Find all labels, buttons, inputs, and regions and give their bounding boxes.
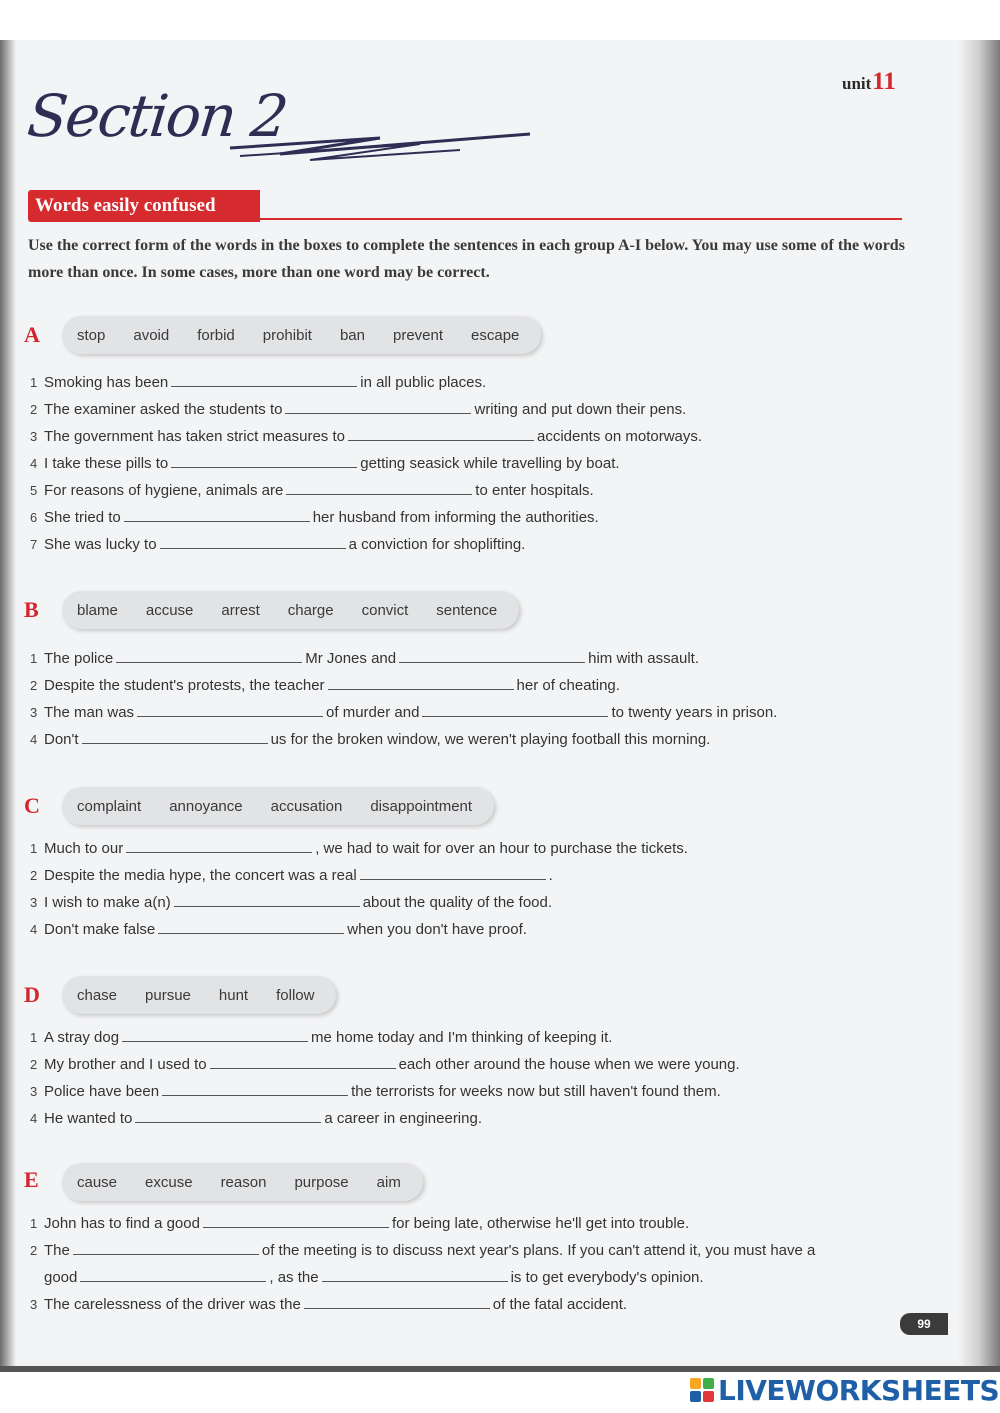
group-letter-c: C xyxy=(24,793,40,818)
group-letter-b: B xyxy=(24,597,39,622)
brand-name: LIVEWORKSHEETS xyxy=(718,1373,1000,1407)
word-option: avoid xyxy=(133,326,170,344)
sentence-item xyxy=(30,1264,910,1291)
word-option: annoyance xyxy=(169,797,243,815)
item-number: 3 xyxy=(30,705,38,720)
item-number: 3 xyxy=(30,1084,38,1099)
word-option: ban xyxy=(339,326,365,344)
answer-blank[interactable] xyxy=(135,1108,321,1123)
sentence-item xyxy=(30,835,910,862)
word-option: accuse xyxy=(145,601,194,619)
item-number: 2 xyxy=(30,1243,38,1258)
sentence-text: Don't xyxy=(44,731,79,748)
sentence-item xyxy=(30,396,910,423)
word-option: charge xyxy=(287,601,334,619)
pen-underline-scribble xyxy=(220,130,540,170)
sentence-text: He wanted to xyxy=(44,1110,133,1127)
sentence-text: My brother and I used to xyxy=(44,1056,207,1073)
item-number: 4 xyxy=(30,1111,38,1126)
item-number: 1 xyxy=(30,841,38,856)
sentence-text: The examiner asked the students to xyxy=(44,401,283,418)
answer-blank[interactable] xyxy=(399,648,585,663)
item-number: 2 xyxy=(30,1057,38,1072)
sentence-item xyxy=(30,916,910,943)
answer-blank[interactable] xyxy=(160,534,346,549)
sentence-text: John has to find a good xyxy=(44,1215,200,1232)
word-option: chase xyxy=(77,986,118,1004)
sentence-item xyxy=(30,1078,910,1105)
answer-blank[interactable] xyxy=(122,1027,308,1042)
sentence-text: Don't make false xyxy=(44,921,156,938)
sentence-text: of the fatal accident. xyxy=(492,1296,628,1313)
item-number: 2 xyxy=(30,402,38,417)
sentence-text: The xyxy=(44,1242,70,1259)
sentence-item xyxy=(30,423,910,450)
sentence-text: , we had to wait for over an hour to purchase the tickets. xyxy=(315,840,688,857)
liveworksheets-logo-icon xyxy=(690,1378,714,1402)
sentence-text: her of cheating. xyxy=(516,677,620,694)
sentence-text: is to get everybody's opinion. xyxy=(510,1269,704,1286)
page-binding-shadow xyxy=(0,40,16,1370)
answer-blank[interactable] xyxy=(203,1213,389,1228)
badge-rule xyxy=(260,218,902,220)
sentence-item xyxy=(30,504,910,531)
answer-blank[interactable] xyxy=(80,1267,266,1282)
item-number: 3 xyxy=(30,429,38,444)
answer-blank[interactable] xyxy=(162,1081,348,1096)
word-box-a xyxy=(62,316,541,354)
sentence-text: The carelessness of the driver was the xyxy=(44,1296,301,1313)
word-option: disappointment xyxy=(370,797,473,815)
sentence-item xyxy=(30,1237,910,1264)
answer-blank[interactable] xyxy=(116,648,302,663)
sentences-b xyxy=(30,645,910,753)
sentence-item xyxy=(30,672,910,699)
answer-blank[interactable] xyxy=(171,453,357,468)
item-number: 2 xyxy=(30,678,38,693)
answer-blank[interactable] xyxy=(73,1240,259,1255)
answer-blank[interactable] xyxy=(422,702,608,717)
sentence-text: . xyxy=(548,867,553,884)
item-number: 1 xyxy=(30,651,38,666)
item-number: 3 xyxy=(30,1297,38,1312)
sentence-item xyxy=(30,477,910,504)
answer-blank[interactable] xyxy=(137,702,323,717)
sentence-text: him with assault. xyxy=(588,650,699,667)
answer-blank[interactable] xyxy=(82,729,268,744)
word-option: forbid xyxy=(197,326,235,344)
section-badge: Words easily confused xyxy=(28,190,260,222)
sentence-text: The government has taken strict measures to xyxy=(44,428,345,445)
sentences-e xyxy=(30,1210,910,1318)
item-number: 4 xyxy=(30,922,38,937)
answer-blank[interactable] xyxy=(171,372,357,387)
sentence-text: Much to our xyxy=(44,840,124,857)
answer-blank[interactable] xyxy=(124,507,310,522)
sentence-text: a career in engineering. xyxy=(324,1110,482,1127)
sentence-text: getting seasick while travelling by boat. xyxy=(360,455,620,472)
answer-blank[interactable] xyxy=(210,1054,396,1069)
sentence-text: The man was xyxy=(44,704,135,721)
sentences-c xyxy=(30,835,910,943)
word-option: escape xyxy=(471,326,520,344)
word-option: stop xyxy=(77,326,106,344)
word-option: reason xyxy=(220,1173,267,1191)
group-letter-e: E xyxy=(24,1167,39,1192)
word-option: arrest xyxy=(221,601,260,619)
sentence-text: each other around the house when we were young. xyxy=(398,1056,740,1073)
word-box-b xyxy=(62,591,519,629)
item-number: 1 xyxy=(30,1216,38,1231)
group-letter-d: D xyxy=(24,982,40,1007)
sentence-text: to enter hospitals. xyxy=(475,482,594,499)
word-option: excuse xyxy=(145,1173,193,1191)
page-number: 99 xyxy=(900,1313,948,1335)
sentence-item xyxy=(30,1024,910,1051)
sentence-text: The police xyxy=(44,650,114,667)
word-option: aim xyxy=(376,1173,401,1191)
sentence-text: me home today and I'm thinking of keeping it. xyxy=(311,1029,613,1046)
sentence-text: A stray dog xyxy=(44,1029,120,1046)
sentence-text: Smoking has been xyxy=(44,374,169,391)
sentence-text: Despite the media hype, the concert was a real xyxy=(44,867,357,884)
sentence-text: of the meeting is to discuss next year's plans. If you can't attend it, you must have a xyxy=(261,1242,816,1259)
word-option: purpose xyxy=(294,1173,349,1191)
answer-blank[interactable] xyxy=(286,480,472,495)
item-number: 4 xyxy=(30,732,38,747)
word-option: prevent xyxy=(392,326,444,344)
sentence-text: , as the xyxy=(269,1269,319,1286)
unit-label: unit11 xyxy=(842,68,896,95)
instructions: Use the correct form of the words in the boxes to complete the sentences in each group A-I below. You may use some of the words more than once. In some cases, more than one word may be correct. xyxy=(28,237,905,281)
answer-blank[interactable] xyxy=(322,1267,508,1282)
item-number: 7 xyxy=(30,537,38,552)
sentence-text: good xyxy=(44,1269,78,1286)
sentence-text: I wish to make a(n) xyxy=(44,894,171,911)
word-option: complaint xyxy=(77,797,142,815)
word-box-c xyxy=(62,787,494,825)
word-option: prohibit xyxy=(262,326,312,344)
word-option: follow xyxy=(276,986,315,1004)
sentence-text: in all public places. xyxy=(360,374,487,391)
sentence-text: us for the broken window, we weren't playing football this morning. xyxy=(270,731,711,748)
sentence-text: about the quality of the food. xyxy=(362,894,553,911)
sentence-item xyxy=(30,726,910,753)
answer-blank[interactable] xyxy=(328,675,514,690)
item-number: 1 xyxy=(30,375,38,390)
sentence-text: when you don't have proof. xyxy=(347,921,527,938)
sentence-item xyxy=(30,862,910,889)
sentence-text: I take these pills to xyxy=(44,455,169,472)
sentence-text: a conviction for shoplifting. xyxy=(348,536,526,553)
item-number: 4 xyxy=(30,456,38,471)
sentence-text: Despite the student's protests, the teacher xyxy=(44,677,325,694)
word-box-d xyxy=(62,976,336,1014)
sentence-item xyxy=(30,1210,910,1237)
sentence-text: accidents on motorways. xyxy=(536,428,703,445)
sentence-text: For reasons of hygiene, animals are xyxy=(44,482,284,499)
section-title: Section 2 xyxy=(24,82,290,150)
answer-blank[interactable] xyxy=(285,399,471,414)
sentence-item xyxy=(30,531,910,558)
item-number: 1 xyxy=(30,1030,38,1045)
sentence-item xyxy=(30,645,910,672)
sentence-item xyxy=(30,369,910,396)
sentence-text: She was lucky to xyxy=(44,536,157,553)
sentence-item xyxy=(30,889,910,916)
item-number: 6 xyxy=(30,510,38,525)
sentence-text: writing and put down their pens. xyxy=(474,401,687,418)
word-option: accusation xyxy=(270,797,343,815)
sentences-a xyxy=(30,369,910,558)
word-box-e xyxy=(62,1163,423,1201)
unit-number: 11 xyxy=(872,68,896,95)
sentences-d xyxy=(30,1024,910,1132)
word-option: convict xyxy=(361,601,409,619)
group-letter-a: A xyxy=(24,322,40,347)
answer-blank[interactable] xyxy=(304,1294,490,1309)
word-option: cause xyxy=(77,1173,118,1191)
word-option: hunt xyxy=(218,986,249,1004)
answer-blank[interactable] xyxy=(126,838,312,853)
sentence-text: Police have been xyxy=(44,1083,160,1100)
answer-blank[interactable] xyxy=(360,865,546,880)
sentence-text: her husband from informing the authorities. xyxy=(312,509,599,526)
word-option: sentence xyxy=(436,601,498,619)
sentence-item xyxy=(30,1051,910,1078)
sentence-text: the terrorists for weeks now but still haven't found them. xyxy=(351,1083,721,1100)
item-number: 5 xyxy=(30,483,38,498)
sentence-item xyxy=(30,1291,910,1318)
sentence-text: Mr Jones and xyxy=(305,650,397,667)
sentence-item xyxy=(30,699,910,726)
liveworksheets-footer[interactable] xyxy=(690,1374,999,1406)
page-edge-shadow xyxy=(958,40,1000,1370)
sentence-text: to twenty years in prison. xyxy=(611,704,778,721)
page-bottom-edge xyxy=(0,1366,1000,1372)
answer-blank[interactable] xyxy=(174,892,360,907)
sentence-item xyxy=(30,450,910,477)
answer-blank[interactable] xyxy=(348,426,534,441)
sentence-item xyxy=(30,1105,910,1132)
word-option: pursue xyxy=(145,986,191,1004)
answer-blank[interactable] xyxy=(158,919,344,934)
sentence-text: for being late, otherwise he'll get into trouble. xyxy=(391,1215,690,1232)
item-number: 3 xyxy=(30,895,38,910)
item-number: 2 xyxy=(30,868,38,883)
sentence-text: of murder and xyxy=(326,704,420,721)
sentence-text: She tried to xyxy=(44,509,121,526)
word-option: blame xyxy=(77,601,118,619)
